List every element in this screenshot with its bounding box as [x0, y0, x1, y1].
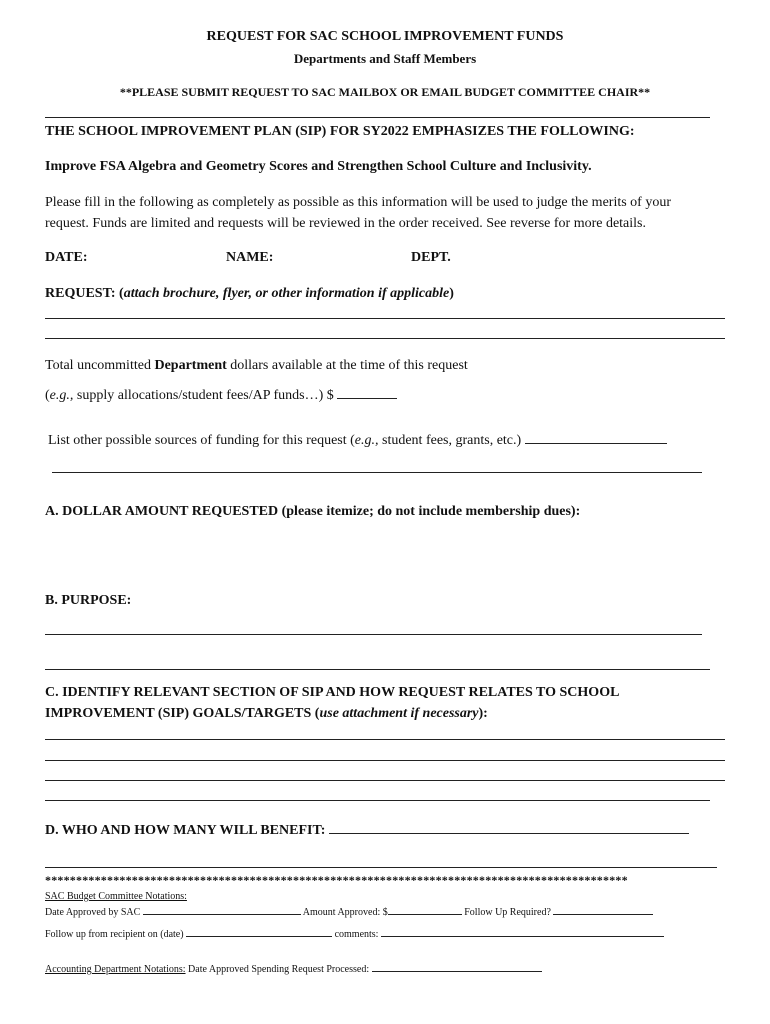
processed-label: Date Approved Spending Request Processed: — [185, 964, 370, 975]
accounting-notations-title: Accounting Department Notations: — [45, 964, 186, 975]
section-a-heading: A. DOLLAR AMOUNT REQUESTED (please itemize; do not include membership dues): — [45, 504, 581, 519]
funds-amount-blank[interactable] — [337, 386, 397, 399]
amount-approved-label: Amount Approved: $ — [302, 907, 388, 918]
sip-emphasis: Improve FSA Algebra and Geometry Scores and Strengthen School Culture and Inclusivity. — [45, 159, 592, 174]
form-subtitle: Departments and Staff Members — [293, 51, 477, 66]
section-c-heading-line-2 — [45, 706, 488, 722]
header-divider — [45, 117, 710, 118]
comments-blank[interactable] — [381, 927, 664, 937]
request-line-2[interactable] — [45, 338, 725, 339]
follow-up-required-blank[interactable] — [553, 905, 653, 915]
funds-available-line — [45, 358, 468, 374]
intro-line-1: Please fill in the following as completely as possible as this information will be used to judge the merits of your — [45, 195, 672, 210]
dept-label: DEPT. — [411, 250, 451, 265]
section-b-heading: B. PURPOSE: — [45, 593, 132, 608]
sip-section-line-2[interactable] — [45, 760, 725, 761]
sip-section-line-1[interactable] — [45, 739, 725, 740]
star-separator: ********************************************************************************************** — [45, 873, 628, 887]
name-label: NAME: — [226, 250, 274, 265]
processed-blank[interactable] — [372, 962, 542, 972]
sac-notations-title: SAC Budget Committee Notations: — [45, 891, 187, 902]
funds-text-post: dollars available at the time of this request — [226, 358, 468, 373]
other-sources-line — [48, 431, 667, 449]
other-sources-post: student fees, grants, etc.) — [378, 433, 522, 448]
purpose-line-1[interactable] — [45, 634, 702, 635]
funds-example-line: (e.g., supply allocations/student fees/AP funds…) $ — [45, 386, 397, 404]
request-note: attach brochure, flyer, or other information if applicable — [123, 286, 450, 301]
section-c-heading-line-1: C. IDENTIFY RELEVANT SECTION OF SIP AND HOW REQUEST RELATES TO SCHOOL — [45, 685, 620, 700]
sac-approval-row — [45, 905, 653, 918]
date-approved-label: Date Approved by SAC — [45, 907, 141, 918]
other-sources-eg: e.g., — [354, 433, 379, 448]
comments-label: comments: — [334, 929, 379, 940]
date-approved-blank[interactable] — [143, 905, 301, 915]
beneficiaries-blank[interactable] — [329, 821, 689, 834]
form-title: REQUEST FOR SAC SCHOOL IMPROVEMENT FUNDS — [206, 29, 564, 44]
sip-section-line-3[interactable] — [45, 780, 725, 781]
request-row: REQUEST: (attach brochure, flyer, or other information if applicable) — [45, 286, 454, 301]
amount-approved-blank[interactable] — [388, 905, 462, 915]
section-c-line2-text: IMPROVEMENT (SIP) GOALS/TARGETS ( — [45, 706, 320, 721]
purpose-line-2[interactable] — [45, 669, 710, 670]
beneficiaries-line-2[interactable] — [45, 867, 717, 868]
other-sources-blank[interactable] — [525, 431, 667, 444]
funds-text-pre: Total uncommitted — [45, 358, 155, 373]
follow-up-row — [45, 927, 664, 940]
funds-text-bold: Department — [154, 358, 227, 373]
accounting-row — [45, 962, 542, 975]
intro-line-2: request. Funds are limited and requests will be reviewed in the order received. See reverse for more details. — [45, 216, 647, 231]
sip-heading: THE SCHOOL IMPROVEMENT PLAN (SIP) FOR SY2022 EMPHASIZES THE FOLLOWING: — [45, 124, 635, 139]
follow-up-required-label: Follow Up Required? — [464, 907, 551, 918]
section-c-end: ): — [478, 706, 488, 721]
submit-instruction: **PLEASE SUBMIT REQUEST TO SAC MAILBOX OR EMAIL BUDGET COMMITTEE CHAIR** — [119, 85, 651, 99]
section-c-note: use attachment if necessary — [319, 706, 479, 721]
section-d-row — [45, 821, 689, 839]
request-label: REQUEST: — [45, 286, 116, 301]
other-sources-pre: List other possible sources of funding for this request ( — [48, 433, 355, 448]
funds-eg: e.g., — [49, 388, 74, 403]
other-sources-line-2[interactable] — [52, 472, 702, 473]
sip-section-line-4[interactable] — [45, 800, 710, 801]
request-line-1[interactable] — [45, 318, 725, 319]
funds-example-text: supply allocations/student fees/AP funds…) $ — [73, 388, 334, 403]
date-label: DATE: — [45, 250, 88, 265]
follow-up-from-label: Follow up from recipient on (date) — [45, 929, 184, 940]
follow-up-date-blank[interactable] — [186, 927, 332, 937]
section-d-heading: D. WHO AND HOW MANY WILL BENEFIT: — [45, 823, 326, 838]
